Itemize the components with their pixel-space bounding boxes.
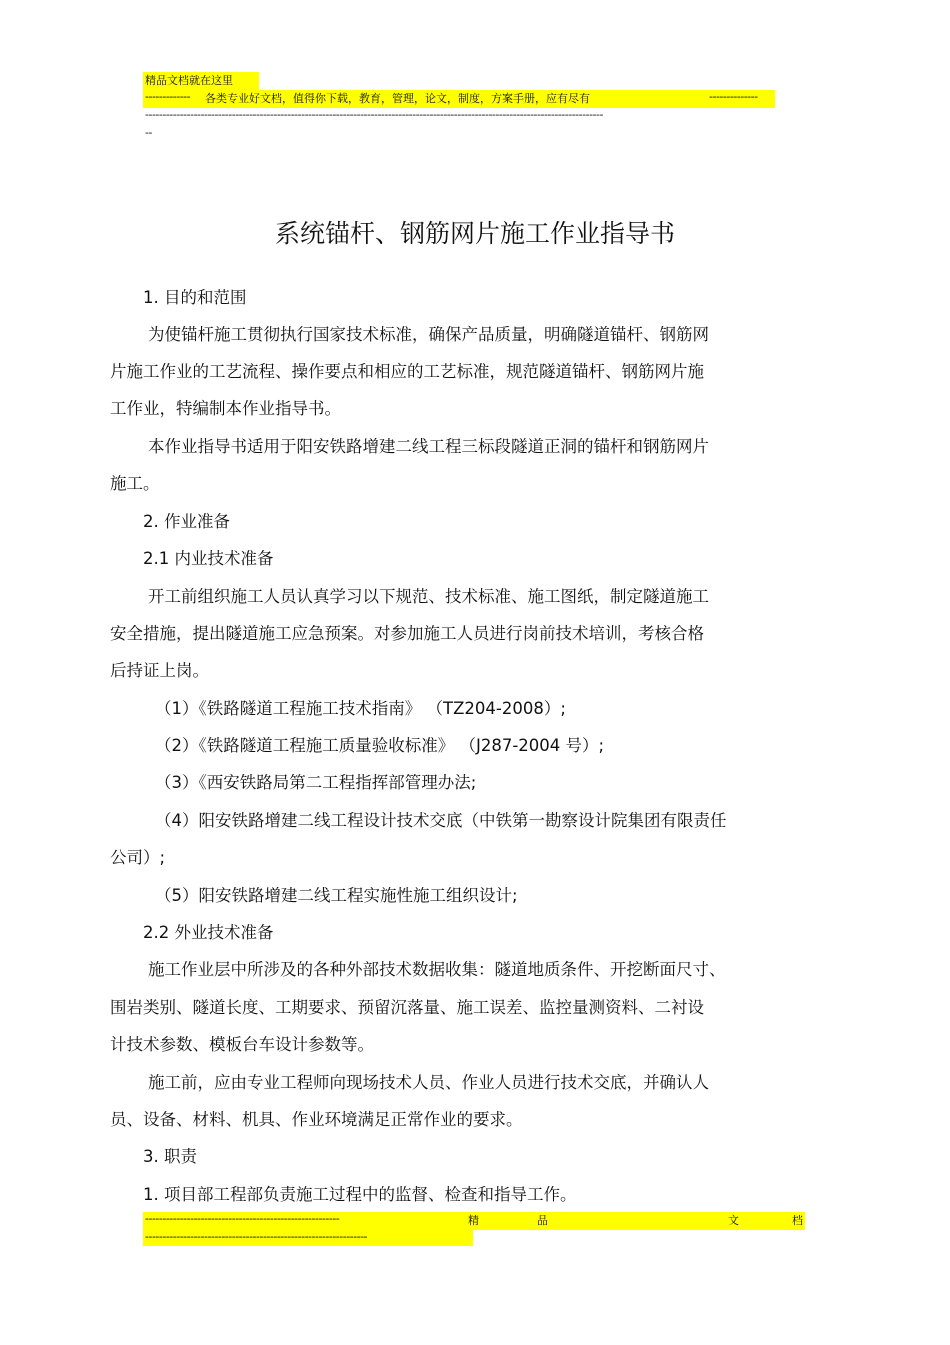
footer-word: 文 xyxy=(728,1214,739,1227)
header-line-1: 精品文档就在这里 xyxy=(145,74,233,87)
paragraph-line: 安全措施，提出隧道施工应急预案。对参加施工人员进行岗前技术培训，考核合格 xyxy=(110,624,704,643)
paragraph-line: 施工。 xyxy=(110,474,160,493)
section-heading: 2. 作业准备 xyxy=(143,512,230,531)
footer-word: 档 xyxy=(792,1214,803,1227)
list-item: （4）阳安铁路增建二线工程设计技术交底（中铁第一勘察设计院集团有限责任 xyxy=(155,811,727,830)
footer-word: 精 xyxy=(468,1214,479,1227)
header-left-dashes: ------------- xyxy=(145,90,191,103)
paragraph-line: 工作业，特编制本作业指导书。 xyxy=(110,399,341,418)
paragraph-line: 员、设备、材料、机具、作业环境满足正常作业的要求。 xyxy=(110,1110,523,1129)
header-right-dashes: -------------- xyxy=(709,90,758,103)
section-heading: 3. 职责 xyxy=(143,1147,197,1166)
list-item: （5）阳安铁路增建二线工程实施性施工组织设计; xyxy=(155,886,518,905)
list-item: （3）《西安铁路局第二工程指挥部管理办法; xyxy=(155,773,477,792)
paragraph-line: 围岩类别、隧道长度、工期要求、预留沉落量、施工误差、监控量测资料、二衬设 xyxy=(110,998,704,1017)
document-title: 系统锚杆、钢筋网片施工作业指导书 xyxy=(274,219,675,248)
paragraph-line: 1. 项目部工程部负责施工过程中的监督、检查和指导工作。 xyxy=(143,1185,577,1204)
paragraph-line: 计技术参数、模板台车设计参数等。 xyxy=(110,1035,374,1054)
subsection-heading: 2.2 外业技术准备 xyxy=(143,923,274,942)
footer-word: 品 xyxy=(537,1214,548,1227)
list-item-continuation: 公司）; xyxy=(110,848,166,867)
paragraph-line: 片施工作业的工艺流程、操作要点和相应的工艺标准，规范隧道锚杆、钢筋网片施 xyxy=(110,362,704,381)
paragraph-line: 后持证上岗。 xyxy=(110,661,209,680)
subsection-heading: 2.1 内业技术准备 xyxy=(143,549,274,568)
paragraph-line: 开工前组织施工人员认真学习以下规范、技术标准、施工图纸，制定隧道施工 xyxy=(148,587,709,606)
list-item: （2）《铁路隧道工程施工质量验收标准》 （J287-2004 号）; xyxy=(155,736,605,755)
list-item: （1）《铁路隧道工程施工技术指南》 （TZ204-2008）; xyxy=(155,699,566,718)
footer-dashes: -------------------------------------------------------- xyxy=(145,1212,340,1225)
header-tagline: 各类专业好文档，值得你下载，教育，管理，论文，制度，方案手册，应有尽有 xyxy=(205,92,590,105)
paragraph-line: 本作业指导书适用于阳安铁路增建二线工程三标段隧道正洞的锚杆和钢筋网片 xyxy=(148,437,709,456)
footer-dashes-2: ---------------------------------------------------------------- xyxy=(145,1230,368,1243)
paragraph-line: 施工前，应由专业工程师向现场技术人员、作业人员进行技术交底，并确认人 xyxy=(148,1073,709,1092)
header-rule-tail: -- xyxy=(145,126,152,139)
header-rule: ------------------------------------------------------------------------------------------------------------------------------------ xyxy=(145,108,603,121)
section-heading: 1. 目的和范围 xyxy=(143,288,247,307)
paragraph-line: 为使锚杆施工贯彻执行国家技术标准，确保产品质量，明确隧道锚杆、钢筋网 xyxy=(148,325,709,344)
paragraph-line: 施工作业层中所涉及的各种外部技术数据收集：隧道地质条件、开挖断面尺寸、 xyxy=(148,960,726,979)
